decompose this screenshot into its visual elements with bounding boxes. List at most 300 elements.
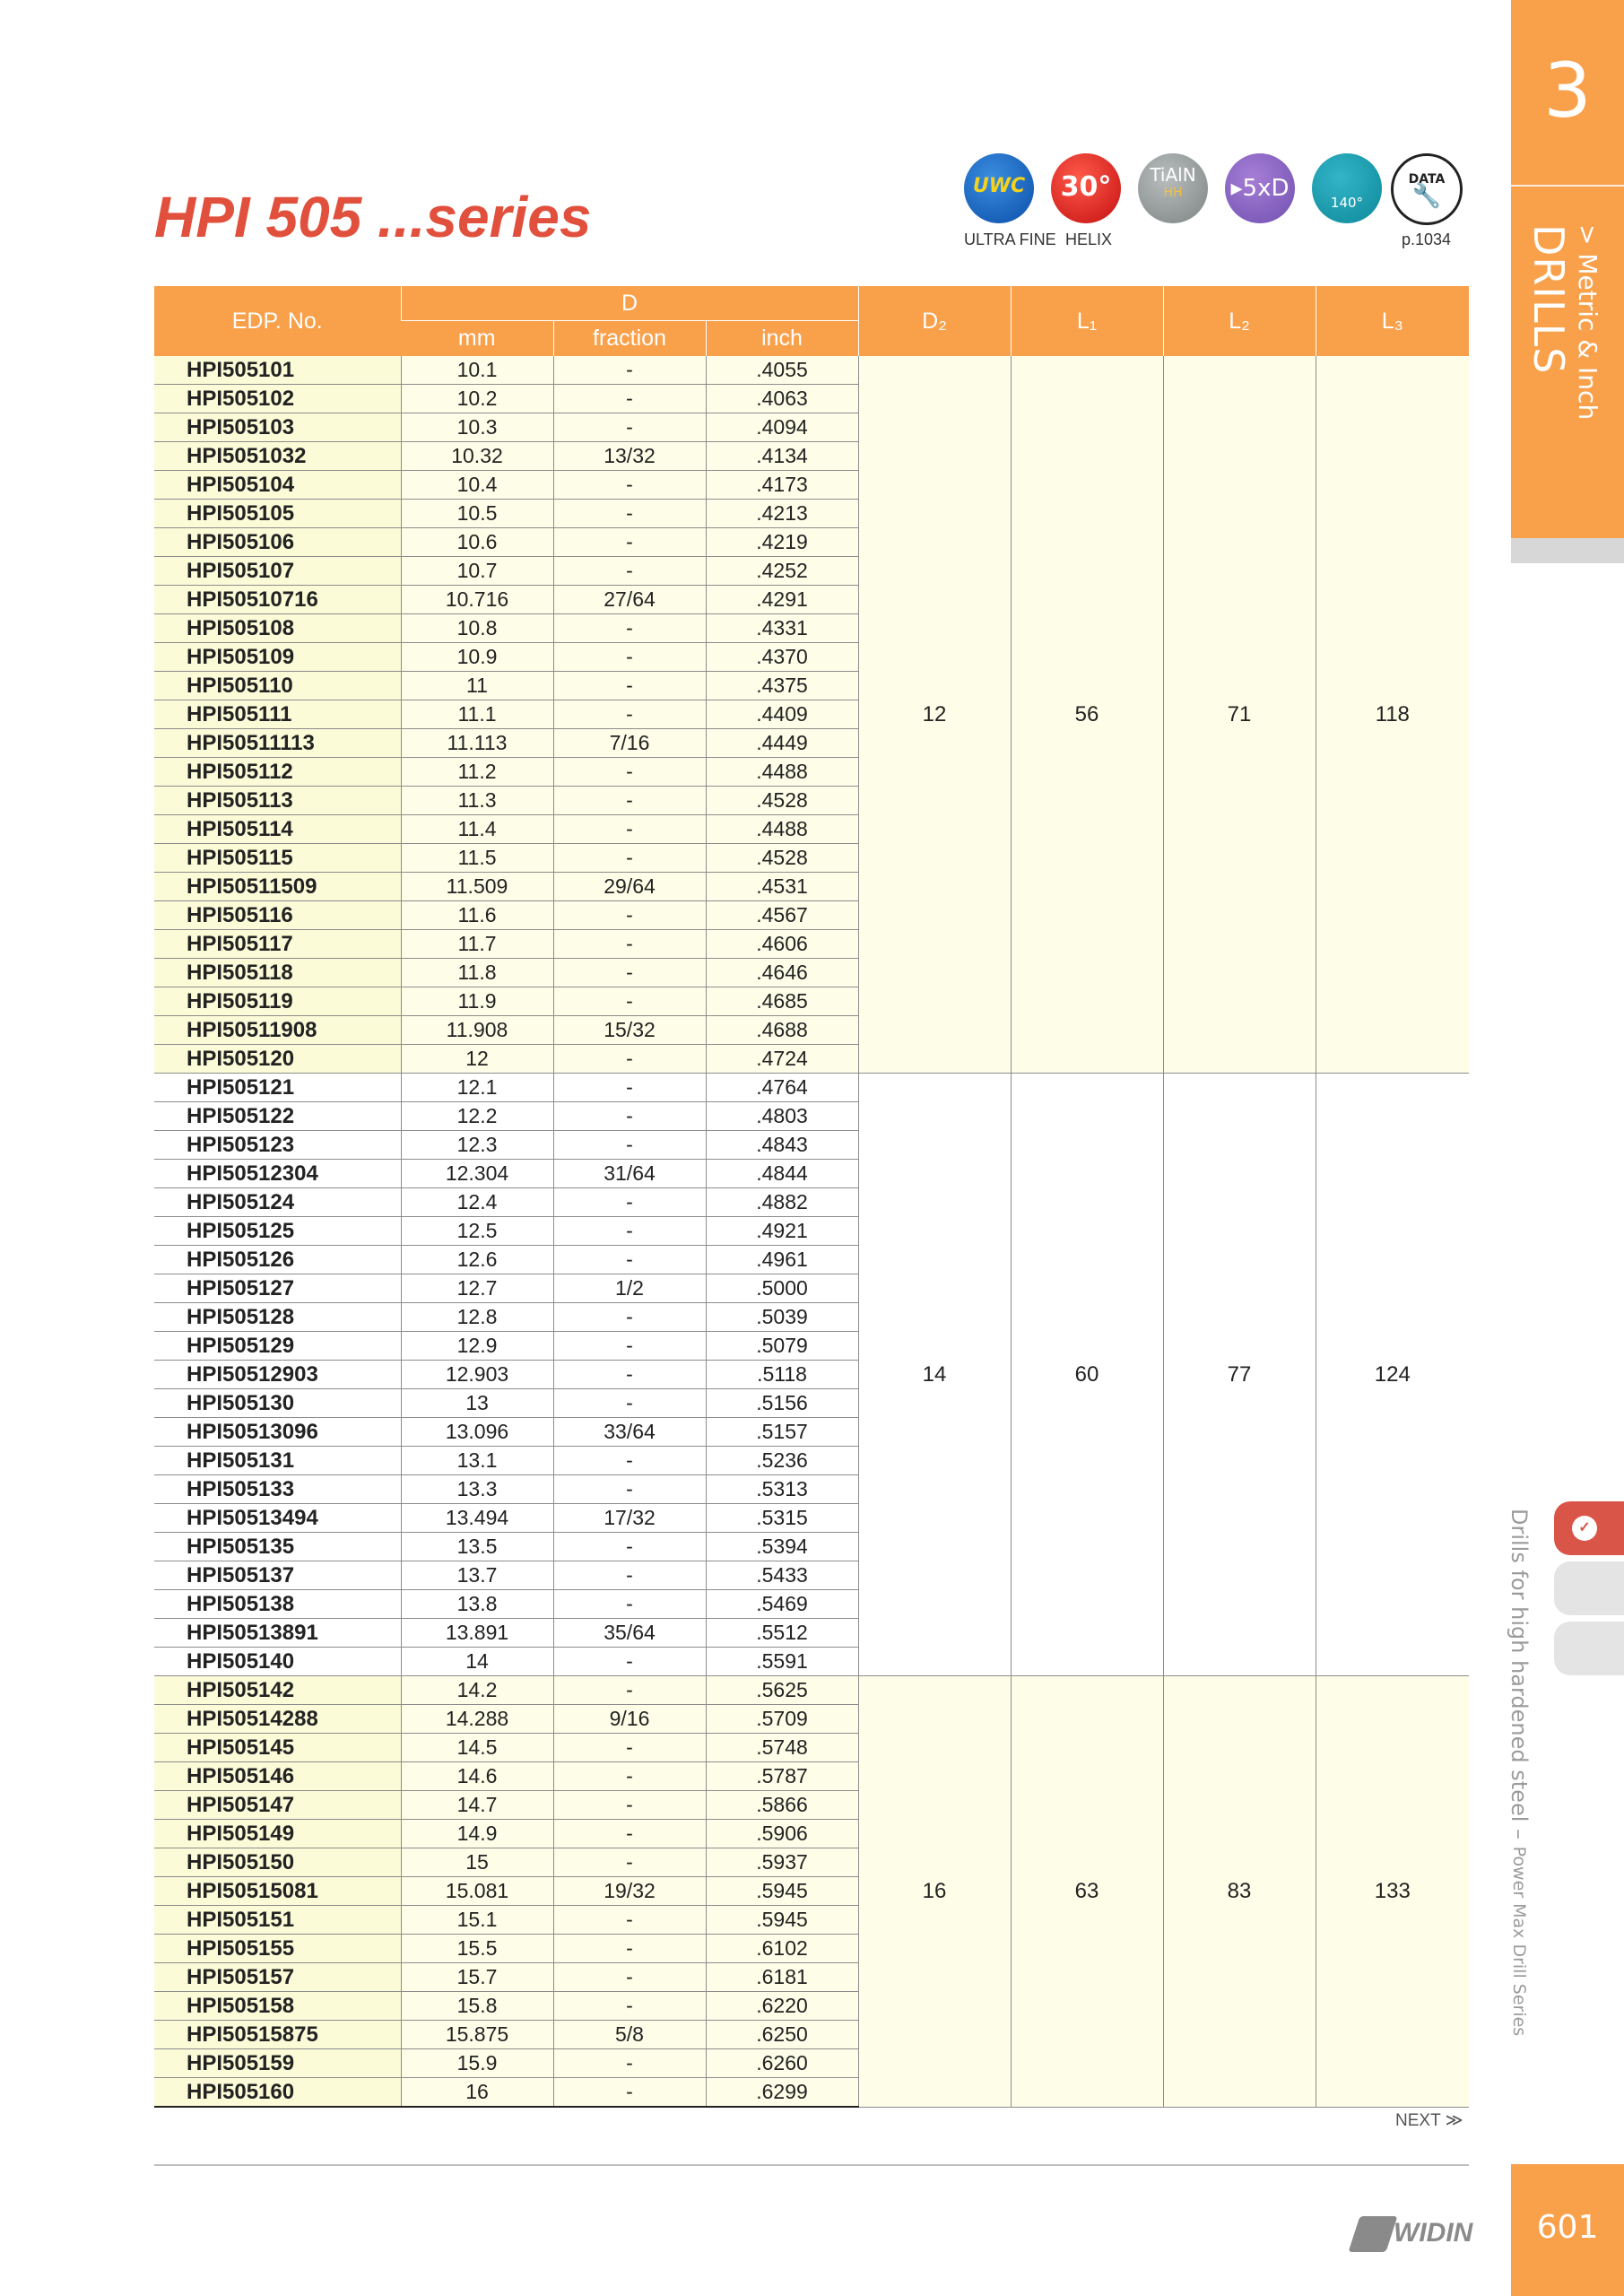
fraction-cell: - xyxy=(553,1992,706,2021)
fraction-cell: - xyxy=(553,1935,706,1963)
inch-cell: .5625 xyxy=(706,1676,858,1705)
edp-cell: HPI505115 xyxy=(154,844,401,873)
edp-cell: HPI505116 xyxy=(154,901,401,930)
inch-cell: .4331 xyxy=(706,614,858,643)
edp-cell: HPI505160 xyxy=(154,2078,401,2108)
mm-cell: 12.8 xyxy=(401,1303,553,1332)
fraction-cell: 17/32 xyxy=(553,1504,706,1533)
depth-5xd-icon: ▸5xD xyxy=(1225,153,1295,223)
edp-cell: HPI505102 xyxy=(154,385,401,413)
edp-cell: HPI50513494 xyxy=(154,1504,401,1533)
mm-cell: 14.6 xyxy=(401,1762,553,1791)
fraction-cell: - xyxy=(553,1246,706,1274)
mm-cell: 11 xyxy=(401,672,553,700)
fraction-cell: 31/64 xyxy=(553,1160,706,1188)
fraction-cell: - xyxy=(553,672,706,700)
edp-cell: HPI505109 xyxy=(154,643,401,672)
mm-cell: 11.3 xyxy=(401,787,553,815)
inch-cell: .4134 xyxy=(706,442,858,471)
fraction-cell: 19/32 xyxy=(553,1877,706,1906)
fraction-cell: - xyxy=(553,614,706,643)
mm-cell: 13.494 xyxy=(401,1504,553,1533)
spec-table xyxy=(154,286,1469,2108)
spec-table-body xyxy=(154,356,1469,2107)
edp-cell: HPI505155 xyxy=(154,1935,401,1963)
mm-cell: 15 xyxy=(401,1848,553,1877)
edp-cell: HPI50513096 xyxy=(154,1418,401,1447)
subcategory-label: > Metric & Inch xyxy=(1573,224,1602,421)
inch-cell: .5433 xyxy=(706,1561,858,1590)
helix-angle-icon: 30° xyxy=(1051,153,1121,223)
edp-cell: HPI505106 xyxy=(154,528,401,557)
ultra-fine-caption: ULTRA FINE xyxy=(964,230,1056,248)
inch-cell: .6299 xyxy=(706,2078,858,2108)
fraction-cell: - xyxy=(553,1533,706,1561)
fraction-cell: 33/64 xyxy=(553,1418,706,1447)
inch-cell: .4688 xyxy=(706,1016,858,1045)
fraction-cell: 5/8 xyxy=(553,2021,706,2049)
footer-divider xyxy=(154,2164,1469,2166)
mm-cell: 12.2 xyxy=(401,1102,553,1131)
inch-cell: .4961 xyxy=(706,1246,858,1274)
fraction-cell: - xyxy=(553,815,706,844)
fraction-cell: 1/2 xyxy=(553,1274,706,1303)
inch-cell: .4055 xyxy=(706,356,858,385)
fraction-cell: - xyxy=(553,1102,706,1131)
inch-cell: .4528 xyxy=(706,787,858,815)
d2-group-cell: 14 xyxy=(858,1074,1011,1676)
edp-cell: HPI505108 xyxy=(154,614,401,643)
edp-cell: HPI505123 xyxy=(154,1131,401,1160)
inch-cell: .4488 xyxy=(706,815,858,844)
fraction-cell: - xyxy=(553,1303,706,1332)
fraction-cell: 13/32 xyxy=(553,442,706,471)
mm-cell: 10.5 xyxy=(401,500,553,528)
section-tab-3[interactable] xyxy=(1554,1622,1624,1675)
mm-cell: 14.2 xyxy=(401,1676,553,1705)
mm-cell: 12.9 xyxy=(401,1332,553,1361)
helix-caption: HELIX xyxy=(1065,230,1113,248)
mm-cell: 12.903 xyxy=(401,1361,553,1389)
header-mm: mm xyxy=(401,321,553,357)
fraction-cell: - xyxy=(553,1361,706,1389)
mm-cell: 14 xyxy=(401,1648,553,1676)
inch-cell: .4606 xyxy=(706,930,858,959)
mm-cell: 10.7 xyxy=(401,557,553,586)
fraction-cell: - xyxy=(553,787,706,815)
edp-cell: HPI505147 xyxy=(154,1791,401,1820)
mm-cell: 12 xyxy=(401,1045,553,1074)
mm-cell: 12.1 xyxy=(401,1074,553,1102)
edp-cell: HPI505128 xyxy=(154,1303,401,1332)
edp-cell: HPI505146 xyxy=(154,1762,401,1791)
inch-cell: .5591 xyxy=(706,1648,858,1676)
fraction-cell: 9/16 xyxy=(553,1705,706,1734)
edp-cell: HPI505105 xyxy=(154,500,401,528)
inch-cell: .4528 xyxy=(706,844,858,873)
header-d2: D₂ xyxy=(858,286,1011,356)
mm-cell: 11.8 xyxy=(401,959,553,987)
mm-cell: 15.9 xyxy=(401,2049,553,2078)
inch-cell: .4375 xyxy=(706,672,858,700)
mm-cell: 15.5 xyxy=(401,1935,553,1963)
section-tab-active[interactable] xyxy=(1554,1501,1624,1555)
edp-cell: HPI505140 xyxy=(154,1648,401,1676)
edp-cell: HPI505135 xyxy=(154,1533,401,1561)
fraction-cell: - xyxy=(553,1475,706,1504)
edp-cell: HPI505157 xyxy=(154,1963,401,1992)
fraction-cell: - xyxy=(553,1389,706,1418)
header-d: D xyxy=(401,286,858,321)
fraction-cell: - xyxy=(553,1188,706,1217)
edp-cell: HPI505129 xyxy=(154,1332,401,1361)
fraction-cell: 7/16 xyxy=(553,729,706,758)
mm-cell: 13.8 xyxy=(401,1590,553,1619)
mm-cell: 10.6 xyxy=(401,528,553,557)
fraction-cell: - xyxy=(553,1648,706,1676)
l2-group-cell: 83 xyxy=(1163,1676,1316,2108)
edp-cell: HPI505107 xyxy=(154,557,401,586)
inch-cell: .4646 xyxy=(706,959,858,987)
edp-cell: HPI505138 xyxy=(154,1590,401,1619)
inch-cell: .5079 xyxy=(706,1332,858,1361)
ultra-fine-carbide-icon: UWC xyxy=(964,153,1034,223)
edp-cell: HPI505159 xyxy=(154,2049,401,2078)
edp-cell: HPI505111 xyxy=(154,700,401,729)
mm-cell: 15.8 xyxy=(401,1992,553,2021)
edp-cell: HPI505119 xyxy=(154,987,401,1016)
fraction-cell: - xyxy=(553,2049,706,2078)
mm-cell: 12.304 xyxy=(401,1160,553,1188)
mm-cell: 14.7 xyxy=(401,1791,553,1820)
inch-cell: .5157 xyxy=(706,1418,858,1447)
edp-cell: HPI505127 xyxy=(154,1274,401,1303)
mm-cell: 12.3 xyxy=(401,1131,553,1160)
mm-cell: 13.5 xyxy=(401,1533,553,1561)
mm-cell: 13.891 xyxy=(401,1619,553,1648)
fraction-cell: - xyxy=(553,1590,706,1619)
inch-cell: .5313 xyxy=(706,1475,858,1504)
inch-cell: .4063 xyxy=(706,385,858,413)
inch-cell: .5866 xyxy=(706,1791,858,1820)
inch-cell: .5039 xyxy=(706,1303,858,1332)
inch-cell: .4882 xyxy=(706,1188,858,1217)
edp-cell: HPI505113 xyxy=(154,787,401,815)
chapter-label xyxy=(1524,224,1614,511)
mm-cell: 13.7 xyxy=(401,1561,553,1590)
inch-cell: .5469 xyxy=(706,1590,858,1619)
fraction-cell: - xyxy=(553,1131,706,1160)
mm-cell: 10.1 xyxy=(401,356,553,385)
data-icon[interactable]: DATA 🔧 xyxy=(1391,153,1463,225)
section-tab-2[interactable] xyxy=(1554,1561,1624,1615)
header-fraction: fraction xyxy=(553,321,706,357)
mm-cell: 11.2 xyxy=(401,758,553,787)
edp-cell: HPI505104 xyxy=(154,471,401,500)
edp-cell: HPI50515081 xyxy=(154,1877,401,1906)
fraction-cell: 15/32 xyxy=(553,1016,706,1045)
edp-cell: HPI505151 xyxy=(154,1906,401,1935)
mm-cell: 11.6 xyxy=(401,901,553,930)
mm-cell: 14.5 xyxy=(401,1734,553,1762)
l3-group-cell: 124 xyxy=(1316,1074,1469,1676)
fraction-cell: - xyxy=(553,1848,706,1877)
inch-cell: .4094 xyxy=(706,413,858,442)
fraction-cell: - xyxy=(553,385,706,413)
fraction-cell: - xyxy=(553,1045,706,1074)
wrench-icon: 🔧 xyxy=(1411,183,1442,210)
brand-name: WIDIN xyxy=(1394,2218,1473,2248)
mm-cell: 11.5 xyxy=(401,844,553,873)
edp-cell: HPI505117 xyxy=(154,930,401,959)
inch-cell: .5394 xyxy=(706,1533,858,1561)
fraction-cell: - xyxy=(553,1561,706,1590)
section-caption: Drills for high hardened steel – Power Max Drill Series xyxy=(1507,1509,1532,2037)
fraction-cell: - xyxy=(553,758,706,787)
chapter-divider xyxy=(1511,185,1624,187)
mm-cell: 13 xyxy=(401,1389,553,1418)
l3-group-cell: 133 xyxy=(1316,1676,1469,2108)
edp-cell: HPI505112 xyxy=(154,758,401,787)
mm-cell: 13.096 xyxy=(401,1418,553,1447)
inch-cell: .6220 xyxy=(706,1992,858,2021)
edp-cell: HPI505122 xyxy=(154,1102,401,1131)
edp-cell: HPI50510716 xyxy=(154,586,401,614)
edp-cell: HPI505120 xyxy=(154,1045,401,1074)
inch-cell: .5906 xyxy=(706,1820,858,1848)
mm-cell: 14.9 xyxy=(401,1820,553,1848)
edp-cell: HPI50511509 xyxy=(154,873,401,901)
edp-cell: HPI50515875 xyxy=(154,2021,401,2049)
category-label: DRILLS xyxy=(1524,224,1573,375)
mm-cell: 11.7 xyxy=(401,930,553,959)
edp-cell: HPI505130 xyxy=(154,1389,401,1418)
inch-cell: .4173 xyxy=(706,471,858,500)
fraction-cell: - xyxy=(553,2078,706,2108)
inch-cell: .5945 xyxy=(706,1877,858,1906)
fraction-cell: - xyxy=(553,413,706,442)
inch-cell: .5315 xyxy=(706,1504,858,1533)
edp-cell: HPI505158 xyxy=(154,1992,401,2021)
inch-cell: .6260 xyxy=(706,2049,858,2078)
page-title: HPI 505 ...series xyxy=(154,185,592,249)
header-inch: inch xyxy=(706,321,858,357)
inch-cell: .5156 xyxy=(706,1389,858,1418)
mm-cell: 10.4 xyxy=(401,471,553,500)
inch-cell: .4843 xyxy=(706,1131,858,1160)
edp-cell: HPI50512304 xyxy=(154,1160,401,1188)
table-row xyxy=(154,1676,1469,1705)
edp-cell: HPI505126 xyxy=(154,1246,401,1274)
mm-cell: 10.32 xyxy=(401,442,553,471)
inch-cell: .6181 xyxy=(706,1963,858,1992)
edp-cell: HPI5051032 xyxy=(154,442,401,471)
edp-cell: HPI50511908 xyxy=(154,1016,401,1045)
mm-cell: 10.3 xyxy=(401,413,553,442)
inch-cell: .5236 xyxy=(706,1447,858,1475)
mm-cell: 13.1 xyxy=(401,1447,553,1475)
mm-cell: 11.1 xyxy=(401,700,553,729)
inch-cell: .4252 xyxy=(706,557,858,586)
mm-cell: 16 xyxy=(401,2078,553,2108)
inch-cell: .4921 xyxy=(706,1217,858,1246)
fraction-cell: - xyxy=(553,1963,706,1992)
l2-group-cell: 71 xyxy=(1163,356,1316,1074)
inch-cell: .4219 xyxy=(706,528,858,557)
edp-cell: HPI505118 xyxy=(154,959,401,987)
inch-cell: .5118 xyxy=(706,1361,858,1389)
edp-cell: HPI505142 xyxy=(154,1676,401,1705)
fraction-cell: - xyxy=(553,1734,706,1762)
fraction-cell: - xyxy=(553,1820,706,1848)
mm-cell: 12.7 xyxy=(401,1274,553,1303)
header-l2: L₂ xyxy=(1163,286,1316,356)
inch-cell: .4213 xyxy=(706,500,858,528)
inch-cell: .6102 xyxy=(706,1935,858,1963)
mm-cell: 11.4 xyxy=(401,815,553,844)
mm-cell: 12.4 xyxy=(401,1188,553,1217)
edp-cell: HPI50511113 xyxy=(154,729,401,758)
inch-cell: .4724 xyxy=(706,1045,858,1074)
fraction-cell: - xyxy=(553,1217,706,1246)
mm-cell: 15.875 xyxy=(401,2021,553,2049)
edp-cell: HPI505125 xyxy=(154,1217,401,1246)
fraction-cell: - xyxy=(553,500,706,528)
mm-cell: 10.9 xyxy=(401,643,553,672)
l1-group-cell: 60 xyxy=(1011,1074,1163,1676)
checkmark-icon: ✓ xyxy=(1572,1516,1597,1541)
inch-cell: .4370 xyxy=(706,643,858,672)
page-number: 601 xyxy=(1536,2209,1599,2246)
mm-cell: 12.6 xyxy=(401,1246,553,1274)
fraction-cell: - xyxy=(553,959,706,987)
table-row xyxy=(154,1074,1469,1102)
point-angle-icon: 140° xyxy=(1312,153,1382,223)
edp-cell: HPI50514288 xyxy=(154,1705,401,1734)
mm-cell: 13.3 xyxy=(401,1475,553,1504)
inch-cell: .4531 xyxy=(706,873,858,901)
inch-cell: .6250 xyxy=(706,2021,858,2049)
header-l1: L₁ xyxy=(1011,286,1163,356)
fraction-cell: - xyxy=(553,901,706,930)
edp-cell: HPI505150 xyxy=(154,1848,401,1877)
inch-cell: .5787 xyxy=(706,1762,858,1791)
mm-cell: 11.9 xyxy=(401,987,553,1016)
l1-group-cell: 56 xyxy=(1011,356,1163,1074)
mm-cell: 12.5 xyxy=(401,1217,553,1246)
fraction-cell: - xyxy=(553,930,706,959)
inch-cell: .5937 xyxy=(706,1848,858,1877)
next-page-link[interactable]: NEXT ≫ xyxy=(1395,2111,1463,2130)
fraction-cell: - xyxy=(553,1447,706,1475)
mm-cell: 14.288 xyxy=(401,1705,553,1734)
fraction-cell: - xyxy=(553,987,706,1016)
mm-cell: 10.2 xyxy=(401,385,553,413)
inch-cell: .4685 xyxy=(706,987,858,1016)
fraction-cell: - xyxy=(553,1074,706,1102)
fraction-cell: 29/64 xyxy=(553,873,706,901)
fraction-cell: - xyxy=(553,1791,706,1820)
inch-cell: .4409 xyxy=(706,700,858,729)
inch-cell: .5709 xyxy=(706,1705,858,1734)
edp-cell: HPI505114 xyxy=(154,815,401,844)
edp-cell: HPI505137 xyxy=(154,1561,401,1590)
inch-cell: .4844 xyxy=(706,1160,858,1188)
edp-cell: HPI505149 xyxy=(154,1820,401,1848)
inch-cell: .4764 xyxy=(706,1074,858,1102)
table-row xyxy=(154,356,1469,385)
mm-cell: 11.113 xyxy=(401,729,553,758)
d2-group-cell: 12 xyxy=(858,356,1011,1074)
fraction-cell: - xyxy=(553,471,706,500)
header-edp: EDP. No. xyxy=(154,286,401,356)
d2-group-cell: 16 xyxy=(858,1676,1011,2108)
fraction-cell: - xyxy=(553,557,706,586)
fraction-cell: - xyxy=(553,700,706,729)
fraction-cell: - xyxy=(553,1906,706,1935)
edp-cell: HPI50513891 xyxy=(154,1619,401,1648)
fraction-cell: - xyxy=(553,1676,706,1705)
inch-cell: .4488 xyxy=(706,758,858,787)
inch-cell: .4291 xyxy=(706,586,858,614)
edp-cell: HPI505145 xyxy=(154,1734,401,1762)
feature-icons xyxy=(964,153,1466,252)
fraction-cell: - xyxy=(553,844,706,873)
edp-cell: HPI505121 xyxy=(154,1074,401,1102)
mm-cell: 15.081 xyxy=(401,1877,553,1906)
chapter-number: 3 xyxy=(1543,47,1592,135)
fraction-cell: 35/64 xyxy=(553,1619,706,1648)
l1-group-cell: 63 xyxy=(1011,1676,1163,2108)
inch-cell: .5000 xyxy=(706,1274,858,1303)
inch-cell: .5748 xyxy=(706,1734,858,1762)
fraction-cell: - xyxy=(553,356,706,385)
mm-cell: 10.716 xyxy=(401,586,553,614)
inch-cell: .4449 xyxy=(706,729,858,758)
l3-group-cell: 118 xyxy=(1316,356,1469,1074)
edp-cell: HPI505133 xyxy=(154,1475,401,1504)
mm-cell: 15.1 xyxy=(401,1906,553,1935)
page-number-tab xyxy=(1511,2164,1624,2296)
edp-cell: HPI50512903 xyxy=(154,1361,401,1389)
coating-icon: TiAlN HH xyxy=(1138,153,1208,223)
chapter-tab-bottom xyxy=(1511,538,1624,563)
inch-cell: .4567 xyxy=(706,901,858,930)
brand-mark-icon xyxy=(1349,2216,1398,2252)
edp-cell: HPI505110 xyxy=(154,672,401,700)
header-l3: L₃ xyxy=(1316,286,1469,356)
fraction-cell: 27/64 xyxy=(553,586,706,614)
fraction-cell: - xyxy=(553,1762,706,1791)
inch-cell: .5945 xyxy=(706,1906,858,1935)
edp-cell: HPI505124 xyxy=(154,1188,401,1217)
edp-cell: HPI505101 xyxy=(154,356,401,385)
inch-cell: .5512 xyxy=(706,1619,858,1648)
fraction-cell: - xyxy=(553,643,706,672)
mm-cell: 10.8 xyxy=(401,614,553,643)
fraction-cell: - xyxy=(553,528,706,557)
mm-cell: 11.509 xyxy=(401,873,553,901)
brand-logo xyxy=(1354,2211,1471,2256)
edp-cell: HPI505131 xyxy=(154,1447,401,1475)
data-page-reference[interactable]: p.1034 xyxy=(1402,230,1452,248)
mm-cell: 15.7 xyxy=(401,1963,553,1992)
fraction-cell: - xyxy=(553,1332,706,1361)
mm-cell: 11.908 xyxy=(401,1016,553,1045)
inch-cell: .4803 xyxy=(706,1102,858,1131)
l2-group-cell: 77 xyxy=(1163,1074,1316,1676)
edp-cell: HPI505103 xyxy=(154,413,401,442)
